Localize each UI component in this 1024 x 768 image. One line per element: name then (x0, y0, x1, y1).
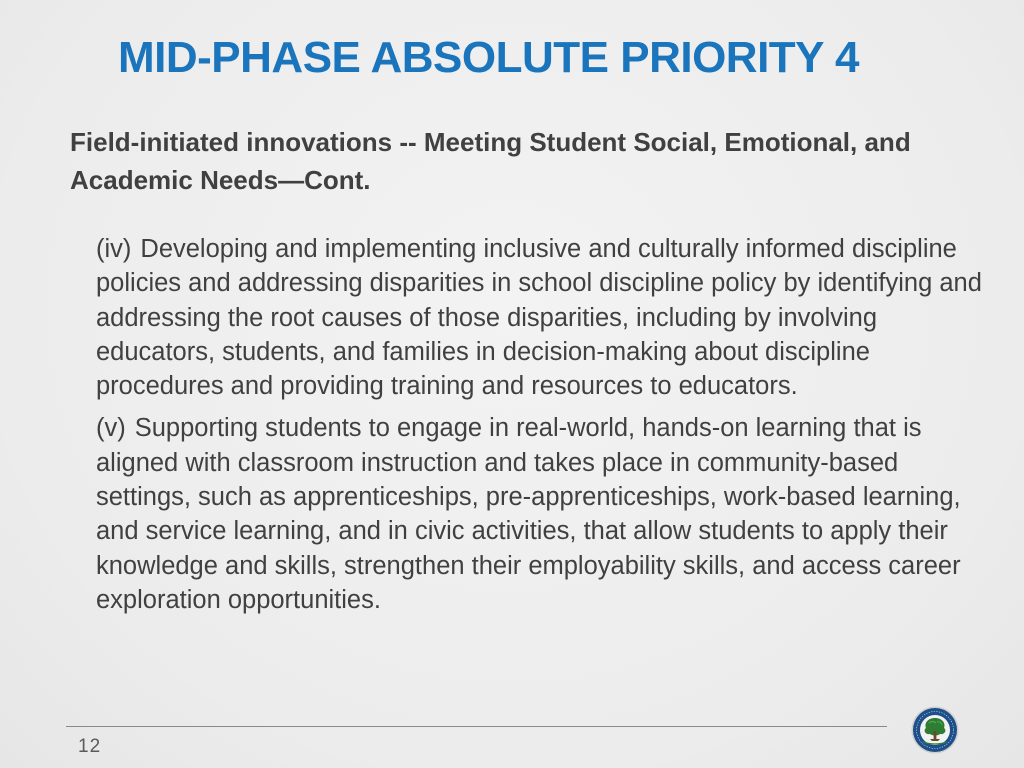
list-item-text: Supporting students to engage in real-world, hands-on learning that is aligned with classroom instruction and takes place in community-based settings, such as apprenticeships, pre-apprenticeships, work-based learning, and service learning, and in civic activities, that allow students to apply their knowledge and skills, strengthen their employability skills, and access career exploration opportunities. (96, 414, 961, 614)
page-number: 12 (78, 736, 102, 757)
list-item-v (96, 411, 986, 617)
slide-title: MID-PHASE ABSOLUTE PRIORITY 4 (118, 33, 859, 82)
list-item-text: Developing and implementing inclusive and culturally informed discipline policies and addressing disparities in school discipline policy by identifying and addressing the root causes of those disparities, including by involving educators, students, and families in decision-making about discipline procedures and providing training and resources to educators. (96, 235, 982, 401)
slide-subtitle: Field-initiated innovations -- Meeting Student Social, Emotional, and Academic Needs—Cont. (70, 127, 911, 195)
list-item-marker: (iv) (96, 235, 132, 263)
list-item-marker: (v) (96, 414, 126, 443)
list-item-iv (96, 232, 986, 403)
department-of-education-seal-icon (911, 706, 959, 754)
priority-list (96, 232, 986, 625)
footer-divider (66, 726, 887, 727)
